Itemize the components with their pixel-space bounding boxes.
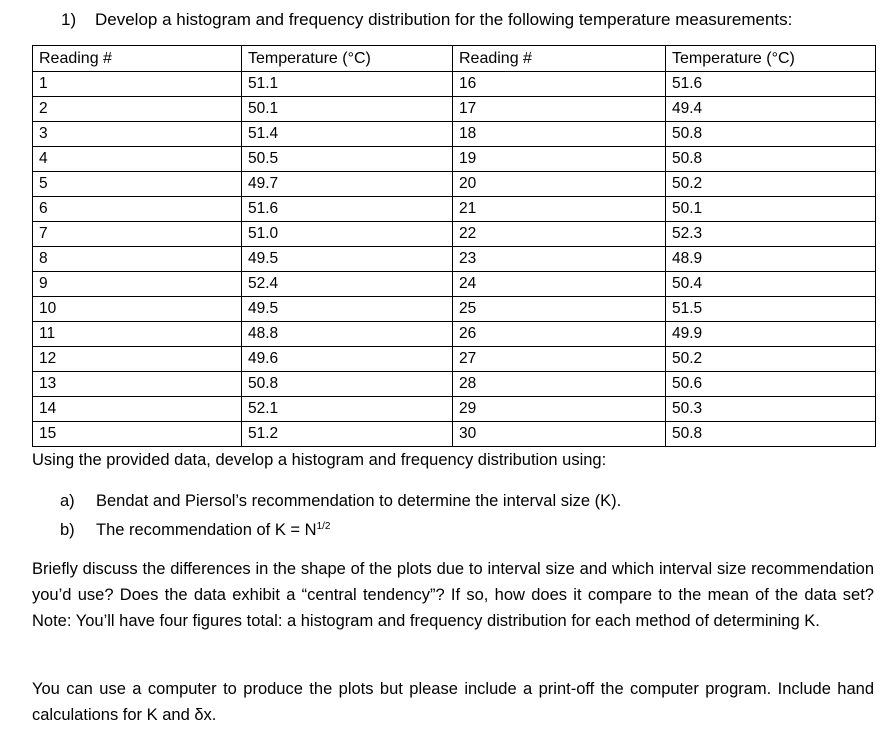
reading-number-cell: 16: [453, 72, 666, 97]
reading-number-cell: 25: [453, 297, 666, 322]
reading-number-cell: 28: [453, 372, 666, 397]
reading-number-cell: 23: [453, 247, 666, 272]
table-row: [33, 372, 876, 397]
reading-number-cell: 21: [453, 197, 666, 222]
reading-number-cell: 24: [453, 272, 666, 297]
reading-number-cell: 6: [33, 197, 242, 222]
temperature-cell: 52.3: [666, 222, 876, 247]
question-heading: [61, 10, 792, 30]
table-row: [33, 97, 876, 122]
reading-number-cell: 14: [33, 397, 242, 422]
reading-number-cell: 13: [33, 372, 242, 397]
reading-number-cell: 30: [453, 422, 666, 447]
temperature-cell: 51.5: [666, 297, 876, 322]
reading-number-cell: 20: [453, 172, 666, 197]
reading-number-cell: 3: [33, 122, 242, 147]
reading-number-cell: 27: [453, 347, 666, 372]
temperature-cell: 50.5: [242, 147, 453, 172]
method-list: [60, 491, 621, 543]
list-item: [60, 491, 621, 517]
list-item-text: The recommendation of K = N: [96, 521, 317, 539]
reading-number-cell: 7: [33, 222, 242, 247]
table-row: [33, 247, 876, 272]
column-header: Reading #: [453, 46, 666, 72]
temperature-cell: 49.6: [242, 347, 453, 372]
table-row: [33, 397, 876, 422]
reading-number-cell: 2: [33, 97, 242, 122]
temperature-cell: 50.3: [666, 397, 876, 422]
temperature-cell: 48.8: [242, 322, 453, 347]
question-text: Develop a histogram and frequency distribution for the following temperature measurements:: [95, 10, 793, 29]
temperature-table: [32, 45, 876, 447]
list-item-label: a): [60, 492, 75, 510]
temperature-cell: 49.9: [666, 322, 876, 347]
temperature-cell: 50.1: [242, 97, 453, 122]
reading-number-cell: 10: [33, 297, 242, 322]
temperature-cell: 49.4: [666, 97, 876, 122]
temperature-cell: 49.5: [242, 297, 453, 322]
temperature-cell: 49.7: [242, 172, 453, 197]
temperature-cell: 50.8: [666, 147, 876, 172]
temperature-cell: 51.0: [242, 222, 453, 247]
temperature-cell: 50.1: [666, 197, 876, 222]
table-row: [33, 122, 876, 147]
temperature-cell: 50.6: [666, 372, 876, 397]
reading-number-cell: 5: [33, 172, 242, 197]
reading-number-cell: 19: [453, 147, 666, 172]
temperature-cell: 49.5: [242, 247, 453, 272]
reading-number-cell: 18: [453, 122, 666, 147]
table-body: [33, 72, 876, 447]
discussion-paragraph: Briefly discuss the differences in the shape of the plots due to interval size and which interval size recommendation you’d use? Does the data exhibit a “central tendency”? If so, how does it compare to the mean of the data set? Note: You’ll have four figures total: a histogram and frequency distribution for each method of determining K.: [32, 560, 874, 630]
table-row: [33, 322, 876, 347]
table-row: [33, 297, 876, 322]
table-row: [33, 72, 876, 97]
reading-number-cell: 9: [33, 272, 242, 297]
list-item: [60, 517, 621, 543]
temperature-cell: 51.4: [242, 122, 453, 147]
table-row: [33, 197, 876, 222]
computer-note-paragraph: You can use a computer to produce the plots but please include a print-off the computer program. Include hand calculations for K and δx.: [32, 680, 874, 724]
temperature-cell: 51.1: [242, 72, 453, 97]
temperature-cell: 51.6: [242, 197, 453, 222]
temperature-cell: 50.8: [666, 122, 876, 147]
reading-number-cell: 12: [33, 347, 242, 372]
reading-number-cell: 11: [33, 322, 242, 347]
temperature-cell: 51.2: [242, 422, 453, 447]
list-item-text: Bendat and Piersol’s recommendation to determine the interval size (K).: [96, 492, 622, 510]
exponent: 1/2: [316, 521, 331, 532]
reading-number-cell: 1: [33, 72, 242, 97]
temperature-cell: 50.2: [666, 347, 876, 372]
table-row: [33, 347, 876, 372]
column-header: Reading #: [33, 46, 242, 72]
question-number: 1): [61, 10, 77, 29]
temperature-cell: 51.6: [666, 72, 876, 97]
reading-number-cell: 29: [453, 397, 666, 422]
column-header: Temperature (°C): [666, 46, 876, 72]
reading-number-cell: 8: [33, 247, 242, 272]
reading-number-cell: 17: [453, 97, 666, 122]
temperature-cell: 50.4: [666, 272, 876, 297]
table-row: [33, 172, 876, 197]
table-row: [33, 147, 876, 172]
column-header: Temperature (°C): [242, 46, 453, 72]
reading-number-cell: 26: [453, 322, 666, 347]
reading-number-cell: 4: [33, 147, 242, 172]
temperature-cell: 48.9: [666, 247, 876, 272]
table-header-row: [33, 46, 876, 72]
reading-number-cell: 22: [453, 222, 666, 247]
table-row: [33, 422, 876, 447]
reading-number-cell: 15: [33, 422, 242, 447]
temperature-cell: 50.8: [666, 422, 876, 447]
temperature-cell: 52.1: [242, 397, 453, 422]
temperature-cell: 52.4: [242, 272, 453, 297]
list-item-label: b): [60, 521, 75, 539]
table-row: [33, 222, 876, 247]
table-row: [33, 272, 876, 297]
temperature-cell: 50.8: [242, 372, 453, 397]
temperature-cell: 50.2: [666, 172, 876, 197]
instructions-intro: Using the provided data, develop a histogram and frequency distribution using:: [32, 451, 607, 469]
